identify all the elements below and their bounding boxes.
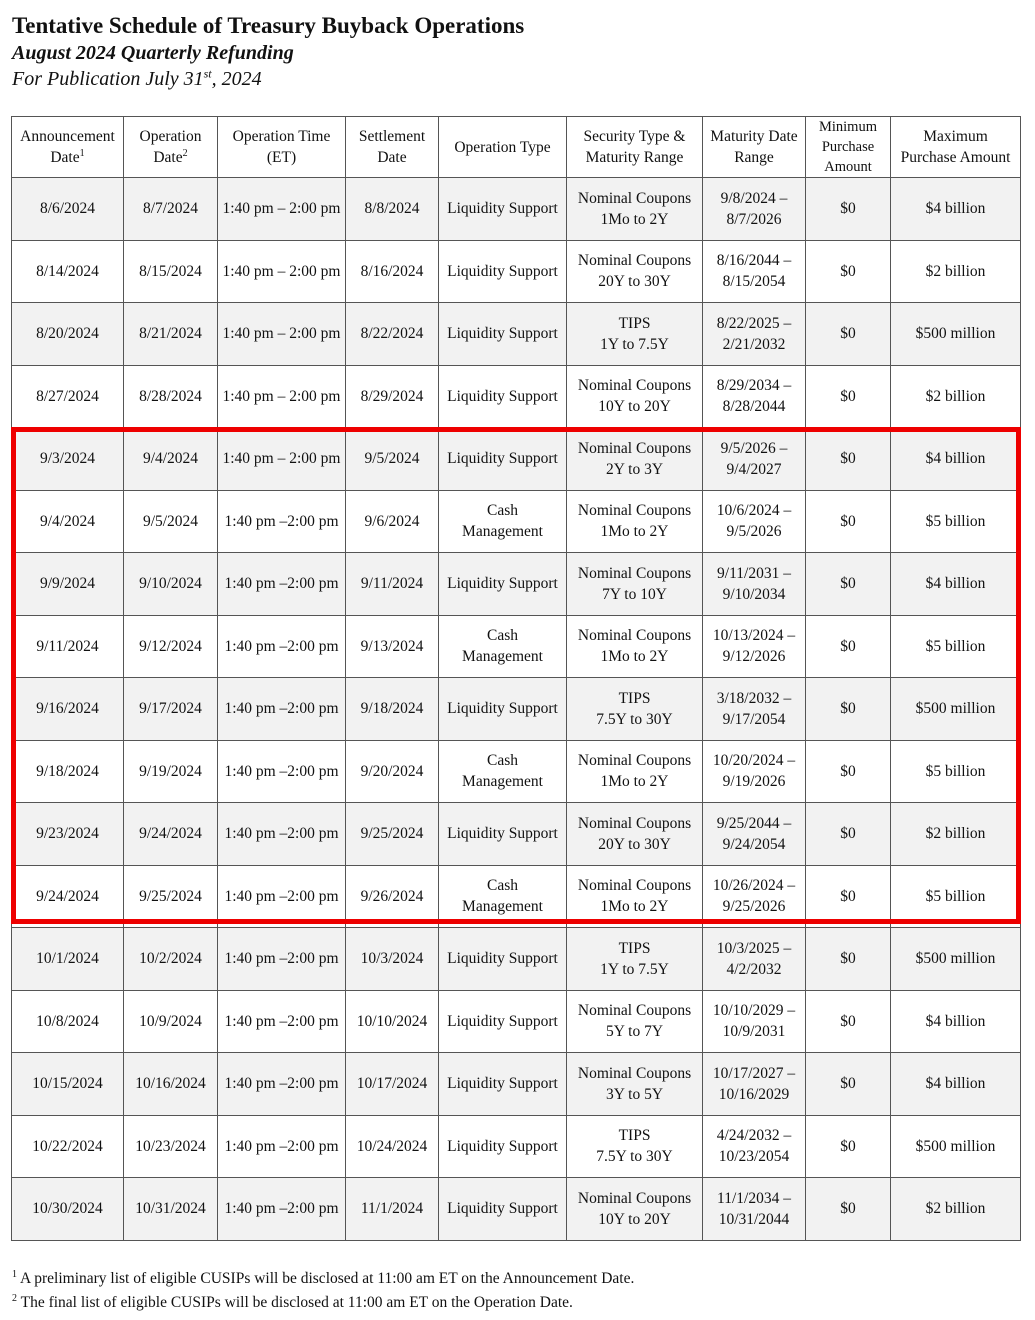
- table-row: [12, 178, 1021, 241]
- column-header-label: Operation Time (ET): [232, 128, 331, 166]
- table-row: [12, 990, 1021, 1053]
- table-row: [12, 678, 1021, 741]
- cell-line: Nominal Coupons: [577, 814, 692, 832]
- maturity-range-cell: [703, 490, 806, 553]
- cell-line: 1Y to 7.5Y: [600, 960, 669, 978]
- cell-line: 2Y to 3Y: [605, 460, 664, 478]
- operation-type-cell: [439, 990, 567, 1053]
- column-header: [346, 117, 439, 178]
- cell-line: Management: [462, 648, 543, 666]
- operation-date-cell: 9/4/2024: [124, 428, 218, 491]
- cell-line: Nominal Coupons: [577, 1064, 692, 1082]
- announcement-date-cell: 9/18/2024: [12, 740, 124, 803]
- cell-line: 8/28/2044: [722, 398, 786, 416]
- table-row: [12, 803, 1021, 866]
- maximum-amount-cell: $5 billion: [891, 490, 1021, 553]
- maximum-amount-cell: $500 million: [891, 678, 1021, 741]
- maturity-range-cell: [703, 1178, 806, 1241]
- cell-line: 7.5Y to 30Y: [596, 1148, 673, 1166]
- cell-line: 9/19/2026: [722, 773, 786, 791]
- settlement-date-cell: 9/25/2024: [346, 803, 439, 866]
- minimum-amount-cell: $0: [806, 865, 891, 928]
- maturity-range-cell: [703, 803, 806, 866]
- minimum-amount-cell: $0: [806, 990, 891, 1053]
- cell-line: 10/26/2024 –: [712, 877, 796, 895]
- announcement-date-cell: 9/11/2024: [12, 615, 124, 678]
- operation-type-cell: [439, 1053, 567, 1116]
- security-type-cell: [567, 990, 703, 1053]
- announcement-date-cell: 10/8/2024: [12, 990, 124, 1053]
- maximum-amount-cell: $4 billion: [891, 178, 1021, 241]
- table-row: [12, 615, 1021, 678]
- footnote-marker: 2: [182, 147, 188, 159]
- operation-time-cell: 1:40 pm –2:00 pm: [218, 615, 346, 678]
- cell-line: Management: [462, 523, 543, 541]
- maturity-range-cell: [703, 1053, 806, 1116]
- publication-date: [12, 66, 524, 92]
- cell-line: Nominal Coupons: [577, 1189, 692, 1207]
- publication-suffix: , 2024: [211, 68, 262, 90]
- cell-line: 8/29/2034 –: [716, 377, 792, 395]
- cell-line: 9/25/2026: [722, 898, 786, 916]
- cell-line: 3/18/2032 –: [716, 689, 792, 707]
- cell-line: 10/31/2044: [718, 1210, 790, 1228]
- table-row: [12, 1178, 1021, 1241]
- security-type-cell: [567, 178, 703, 241]
- table-row: [12, 303, 1021, 366]
- operation-type-cell: [439, 803, 567, 866]
- cell-line: Liquidity Support: [447, 200, 558, 218]
- cell-line: 9/24/2054: [722, 835, 786, 853]
- footnote-2: [12, 1291, 634, 1315]
- cell-line: 20Y to 30Y: [598, 273, 671, 291]
- operation-date-cell: 10/31/2024: [124, 1178, 218, 1241]
- document-header: [12, 12, 524, 92]
- table-row: [12, 740, 1021, 803]
- cell-line: Liquidity Support: [447, 387, 558, 405]
- cell-line: Nominal Coupons: [577, 189, 692, 207]
- minimum-amount-cell: $0: [806, 1115, 891, 1178]
- cell-line: 4/24/2032 –: [716, 1127, 792, 1145]
- table-row: [12, 553, 1021, 616]
- cell-line: Nominal Coupons: [577, 564, 692, 582]
- cell-line: 5Y to 7Y: [605, 1023, 664, 1041]
- cell-line: 8/15/2054: [722, 273, 786, 291]
- minimum-amount-cell: $0: [806, 365, 891, 428]
- cell-line: Nominal Coupons: [577, 252, 692, 270]
- maximum-amount-cell: $2 billion: [891, 365, 1021, 428]
- operation-date-cell: 8/7/2024: [124, 178, 218, 241]
- cell-line: 10/10/2029 –: [712, 1002, 796, 1020]
- announcement-date-cell: 9/24/2024: [12, 865, 124, 928]
- cell-line: 9/10/2034: [722, 585, 786, 603]
- operation-time-cell: 1:40 pm – 2:00 pm: [218, 178, 346, 241]
- operation-date-cell: 10/2/2024: [124, 928, 218, 991]
- cell-line: 10/23/2054: [718, 1148, 790, 1166]
- cell-line: 20Y to 30Y: [598, 835, 671, 853]
- operation-type-cell: [439, 553, 567, 616]
- maximum-amount-cell: $500 million: [891, 928, 1021, 991]
- announcement-date-cell: 8/20/2024: [12, 303, 124, 366]
- cell-line: Cash: [487, 502, 518, 520]
- maturity-range-cell: [703, 740, 806, 803]
- operation-type-cell: [439, 615, 567, 678]
- cell-line: Nominal Coupons: [577, 877, 692, 895]
- security-type-cell: [567, 1178, 703, 1241]
- maturity-range-cell: [703, 1115, 806, 1178]
- column-header: [567, 117, 703, 178]
- operation-time-cell: 1:40 pm –2:00 pm: [218, 1178, 346, 1241]
- maturity-range-cell: [703, 178, 806, 241]
- announcement-date-cell: 8/27/2024: [12, 365, 124, 428]
- announcement-date-cell: 10/1/2024: [12, 928, 124, 991]
- cell-line: Cash: [487, 752, 518, 770]
- column-header: [439, 117, 567, 178]
- cell-line: 9/11/2031 –: [717, 564, 791, 582]
- operation-date-cell: 9/10/2024: [124, 553, 218, 616]
- operation-time-cell: 1:40 pm –2:00 pm: [218, 740, 346, 803]
- operation-time-cell: 1:40 pm –2:00 pm: [218, 865, 346, 928]
- security-type-cell: [567, 490, 703, 553]
- announcement-date-cell: 9/16/2024: [12, 678, 124, 741]
- minimum-amount-cell: $0: [806, 490, 891, 553]
- table-row: [12, 428, 1021, 491]
- operation-time-cell: 1:40 pm – 2:00 pm: [218, 428, 346, 491]
- cell-line: 10/3/2025 –: [716, 939, 792, 957]
- cell-line: 1Y to 7.5Y: [600, 335, 669, 353]
- security-type-cell: [567, 678, 703, 741]
- maturity-range-cell: [703, 365, 806, 428]
- operation-time-cell: 1:40 pm –2:00 pm: [218, 553, 346, 616]
- operation-type-cell: [439, 1115, 567, 1178]
- footnote-text: The final list of eligible CUSIPs will be disclosed at 11:00 am ET on the Operation Date.: [17, 1294, 573, 1311]
- security-type-cell: [567, 553, 703, 616]
- cell-line: Nominal Coupons: [577, 502, 692, 520]
- cell-line: 2/21/2032: [722, 335, 786, 353]
- settlement-date-cell: 9/11/2024: [346, 553, 439, 616]
- operation-date-cell: 9/17/2024: [124, 678, 218, 741]
- settlement-date-cell: 10/24/2024: [346, 1115, 439, 1178]
- settlement-date-cell: 8/22/2024: [346, 303, 439, 366]
- minimum-amount-cell: $0: [806, 428, 891, 491]
- operation-date-cell: 10/23/2024: [124, 1115, 218, 1178]
- cell-line: 7Y to 10Y: [602, 585, 667, 603]
- announcement-date-cell: 8/6/2024: [12, 178, 124, 241]
- operation-date-cell: 8/28/2024: [124, 365, 218, 428]
- publication-ordinal: st: [203, 66, 212, 81]
- minimum-amount-cell: $0: [806, 928, 891, 991]
- column-header-label: Minimum Purchase Amount: [818, 119, 877, 175]
- maximum-amount-cell: $5 billion: [891, 615, 1021, 678]
- maximum-amount-cell: $4 billion: [891, 428, 1021, 491]
- operation-date-cell: 10/9/2024: [124, 990, 218, 1053]
- column-header-label: Settlement Date: [358, 128, 426, 166]
- operation-type-cell: [439, 240, 567, 303]
- settlement-date-cell: 11/1/2024: [346, 1178, 439, 1241]
- cell-line: 8/16/2044 –: [716, 252, 792, 270]
- cell-line: 8/7/2026: [726, 210, 782, 228]
- maturity-range-cell: [703, 990, 806, 1053]
- announcement-date-cell: 9/23/2024: [12, 803, 124, 866]
- security-type-cell: [567, 865, 703, 928]
- cell-line: 10Y to 20Y: [598, 1210, 671, 1228]
- footnote-marker: 1: [12, 1268, 17, 1280]
- cell-line: Cash: [487, 627, 518, 645]
- minimum-amount-cell: $0: [806, 553, 891, 616]
- operation-time-cell: 1:40 pm –2:00 pm: [218, 490, 346, 553]
- security-type-cell: [567, 615, 703, 678]
- minimum-amount-cell: $0: [806, 178, 891, 241]
- operation-type-cell: [439, 928, 567, 991]
- security-type-cell: [567, 740, 703, 803]
- operation-date-cell: 9/12/2024: [124, 615, 218, 678]
- operation-time-cell: 1:40 pm –2:00 pm: [218, 803, 346, 866]
- operation-type-cell: [439, 365, 567, 428]
- column-header: [218, 117, 346, 178]
- cell-line: Liquidity Support: [447, 575, 558, 593]
- cell-line: Liquidity Support: [447, 825, 558, 843]
- cell-line: 10/20/2024 –: [712, 752, 796, 770]
- cell-line: 11/1/2034 –: [717, 1189, 791, 1207]
- operation-date-cell: 9/19/2024: [124, 740, 218, 803]
- maximum-amount-cell: $2 billion: [891, 1178, 1021, 1241]
- footnote-text: A preliminary list of eligible CUSIPs will be disclosed at 11:00 am ET on the Announcement Date.: [17, 1270, 635, 1287]
- maturity-range-cell: [703, 428, 806, 491]
- operation-time-cell: 1:40 pm – 2:00 pm: [218, 365, 346, 428]
- publication-prefix: For Publication July 31: [12, 68, 204, 90]
- maturity-range-cell: [703, 303, 806, 366]
- table-row: [12, 490, 1021, 553]
- cell-line: Liquidity Support: [447, 1200, 558, 1218]
- maximum-amount-cell: $500 million: [891, 303, 1021, 366]
- maximum-amount-cell: $2 billion: [891, 240, 1021, 303]
- minimum-amount-cell: $0: [806, 1053, 891, 1116]
- cell-line: Liquidity Support: [447, 700, 558, 718]
- operation-type-cell: [439, 490, 567, 553]
- cell-line: 10/13/2024 –: [712, 627, 796, 645]
- minimum-amount-cell: $0: [806, 615, 891, 678]
- footnote-marker: 1: [79, 147, 85, 159]
- cell-line: 4/2/2032: [726, 960, 782, 978]
- maturity-range-cell: [703, 553, 806, 616]
- settlement-date-cell: 9/5/2024: [346, 428, 439, 491]
- maximum-amount-cell: $4 billion: [891, 990, 1021, 1053]
- cell-line: Liquidity Support: [447, 262, 558, 280]
- settlement-date-cell: 10/10/2024: [346, 990, 439, 1053]
- security-type-cell: [567, 240, 703, 303]
- operation-date-cell: 10/16/2024: [124, 1053, 218, 1116]
- cell-line: 9/5/2026 –: [720, 439, 788, 457]
- operation-date-cell: 8/15/2024: [124, 240, 218, 303]
- announcement-date-cell: 10/22/2024: [12, 1115, 124, 1178]
- operation-date-cell: 9/5/2024: [124, 490, 218, 553]
- cell-line: 1Mo to 2Y: [600, 523, 669, 541]
- operation-time-cell: 1:40 pm –2:00 pm: [218, 1115, 346, 1178]
- cell-line: TIPS: [618, 314, 651, 332]
- operation-date-cell: 8/21/2024: [124, 303, 218, 366]
- table-row: [12, 365, 1021, 428]
- operation-type-cell: [439, 1178, 567, 1241]
- maturity-range-cell: [703, 240, 806, 303]
- announcement-date-cell: 10/30/2024: [12, 1178, 124, 1241]
- column-header: [891, 117, 1021, 178]
- maturity-range-cell: [703, 615, 806, 678]
- column-header: [124, 117, 218, 178]
- settlement-date-cell: 9/18/2024: [346, 678, 439, 741]
- operation-time-cell: 1:40 pm –2:00 pm: [218, 928, 346, 991]
- minimum-amount-cell: $0: [806, 740, 891, 803]
- minimum-amount-cell: $0: [806, 240, 891, 303]
- cell-line: Nominal Coupons: [577, 627, 692, 645]
- cell-line: 1Mo to 2Y: [600, 210, 669, 228]
- settlement-date-cell: 10/17/2024: [346, 1053, 439, 1116]
- operation-type-cell: [439, 178, 567, 241]
- maximum-amount-cell: $5 billion: [891, 865, 1021, 928]
- security-type-cell: [567, 303, 703, 366]
- announcement-date-cell: 9/9/2024: [12, 553, 124, 616]
- table-row: [12, 240, 1021, 303]
- cell-line: 1Mo to 2Y: [600, 773, 669, 791]
- cell-line: TIPS: [618, 939, 651, 957]
- cell-line: 9/4/2027: [726, 460, 782, 478]
- page-subtitle: August 2024 Quarterly Refunding: [12, 42, 294, 64]
- minimum-amount-cell: $0: [806, 1178, 891, 1241]
- cell-line: Liquidity Support: [447, 1075, 558, 1093]
- cell-line: Liquidity Support: [447, 325, 558, 343]
- cell-line: Nominal Coupons: [577, 439, 692, 457]
- cell-line: TIPS: [618, 689, 651, 707]
- settlement-date-cell: 8/29/2024: [346, 365, 439, 428]
- security-type-cell: [567, 1053, 703, 1116]
- security-type-cell: [567, 365, 703, 428]
- cell-line: 7.5Y to 30Y: [596, 710, 673, 728]
- security-type-cell: [567, 428, 703, 491]
- cell-line: 10/6/2024 –: [716, 502, 792, 520]
- security-type-cell: [567, 803, 703, 866]
- cell-line: 10/9/2031: [722, 1023, 786, 1041]
- settlement-date-cell: 9/26/2024: [346, 865, 439, 928]
- settlement-date-cell: 9/6/2024: [346, 490, 439, 553]
- maturity-range-cell: [703, 928, 806, 991]
- announcement-date-cell: 10/15/2024: [12, 1053, 124, 1116]
- header-row: [12, 117, 1021, 178]
- column-header: [703, 117, 806, 178]
- maximum-amount-cell: $5 billion: [891, 740, 1021, 803]
- cell-line: 10/16/2029: [718, 1085, 790, 1103]
- table-row: [12, 1053, 1021, 1116]
- minimum-amount-cell: $0: [806, 303, 891, 366]
- operation-date-cell: 9/24/2024: [124, 803, 218, 866]
- cell-line: Management: [462, 898, 543, 916]
- schedule-body: [12, 178, 1021, 1241]
- cell-line: 8/22/2025 –: [716, 314, 792, 332]
- cell-line: 9/17/2054: [722, 710, 786, 728]
- maximum-amount-cell: $4 billion: [891, 553, 1021, 616]
- maturity-range-cell: [703, 865, 806, 928]
- operation-type-cell: [439, 865, 567, 928]
- operation-time-cell: 1:40 pm – 2:00 pm: [218, 240, 346, 303]
- operation-type-cell: [439, 428, 567, 491]
- operation-time-cell: 1:40 pm – 2:00 pm: [218, 303, 346, 366]
- cell-line: Liquidity Support: [447, 450, 558, 468]
- column-header-label: Operation Type: [454, 138, 551, 156]
- cell-line: Nominal Coupons: [577, 1002, 692, 1020]
- column-header-label: Announcement Date: [20, 128, 115, 166]
- table-row: [12, 928, 1021, 991]
- cell-line: Management: [462, 773, 543, 791]
- column-header-label: Maturity Date Range: [710, 128, 798, 166]
- settlement-date-cell: 9/20/2024: [346, 740, 439, 803]
- cell-line: 10Y to 20Y: [598, 398, 671, 416]
- cell-line: 10/17/2027 –: [712, 1064, 796, 1082]
- cell-line: 3Y to 5Y: [605, 1085, 664, 1103]
- minimum-amount-cell: $0: [806, 678, 891, 741]
- cell-line: 9/5/2026: [726, 523, 782, 541]
- cell-line: Liquidity Support: [447, 950, 558, 968]
- minimum-amount-cell: $0: [806, 803, 891, 866]
- settlement-date-cell: 10/3/2024: [346, 928, 439, 991]
- footnote-marker: 2: [12, 1292, 17, 1304]
- cell-line: 1Mo to 2Y: [600, 648, 669, 666]
- column-header-label: Operation Date: [139, 128, 202, 166]
- cell-line: Liquidity Support: [447, 1012, 558, 1030]
- operation-time-cell: 1:40 pm –2:00 pm: [218, 990, 346, 1053]
- cell-line: TIPS: [618, 1127, 651, 1145]
- column-header-label: Maximum Purchase Amount: [900, 128, 1011, 166]
- operation-date-cell: 9/25/2024: [124, 865, 218, 928]
- maturity-range-cell: [703, 678, 806, 741]
- footnote-1: [12, 1267, 634, 1291]
- operation-type-cell: [439, 740, 567, 803]
- maximum-amount-cell: $500 million: [891, 1115, 1021, 1178]
- cell-line: Liquidity Support: [447, 1137, 558, 1155]
- security-type-cell: [567, 1115, 703, 1178]
- cell-line: 9/8/2024 –: [720, 189, 788, 207]
- operation-time-cell: 1:40 pm –2:00 pm: [218, 678, 346, 741]
- buyback-schedule-table: [11, 116, 1021, 1241]
- cell-line: Cash: [487, 877, 518, 895]
- operation-type-cell: [439, 303, 567, 366]
- cell-line: 9/25/2044 –: [716, 814, 792, 832]
- operation-time-cell: 1:40 pm –2:00 pm: [218, 1053, 346, 1116]
- security-type-cell: [567, 928, 703, 991]
- settlement-date-cell: 8/16/2024: [346, 240, 439, 303]
- announcement-date-cell: 9/4/2024: [12, 490, 124, 553]
- column-header: [806, 117, 891, 178]
- footnotes: [12, 1267, 634, 1315]
- cell-line: Nominal Coupons: [577, 752, 692, 770]
- settlement-date-cell: 9/13/2024: [346, 615, 439, 678]
- announcement-date-cell: 8/14/2024: [12, 240, 124, 303]
- maximum-amount-cell: $4 billion: [891, 1053, 1021, 1116]
- table-row: [12, 1115, 1021, 1178]
- settlement-date-cell: 8/8/2024: [346, 178, 439, 241]
- operation-type-cell: [439, 678, 567, 741]
- cell-line: Nominal Coupons: [577, 377, 692, 395]
- column-header: [12, 117, 124, 178]
- maximum-amount-cell: $2 billion: [891, 803, 1021, 866]
- cell-line: 1Mo to 2Y: [600, 898, 669, 916]
- announcement-date-cell: 9/3/2024: [12, 428, 124, 491]
- page-title: Tentative Schedule of Treasury Buyback Operations: [12, 13, 525, 38]
- cell-line: 9/12/2026: [722, 648, 786, 666]
- table-row: [12, 865, 1021, 928]
- column-header-label: Security Type & Maturity Range: [583, 128, 686, 166]
